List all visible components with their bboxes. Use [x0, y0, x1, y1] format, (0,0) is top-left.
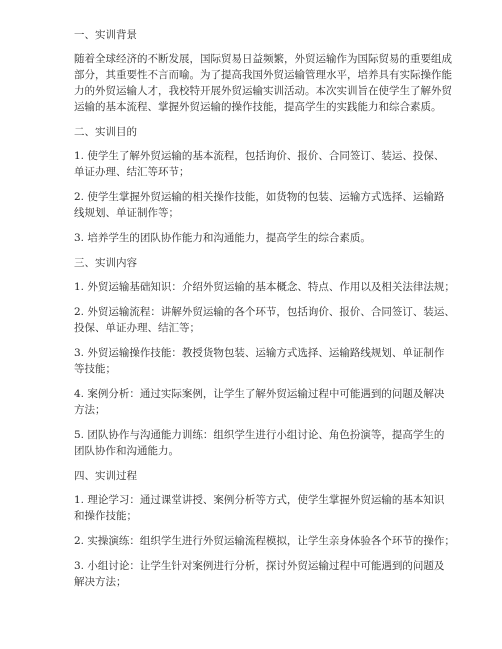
paragraph	[74, 189, 445, 221]
paragraph	[74, 386, 445, 418]
paragraph	[74, 304, 455, 336]
paragraph	[74, 427, 445, 459]
paragraph-line: 随着全球经济的不断发展，国际贸易日益频繁，外贸运输作为国际贸易的重要组成	[74, 53, 452, 65]
paragraph-line: 力的外贸运输人才，我校特开展外贸运输实训活动。本次实训旨在使学生了解外贸	[74, 85, 452, 97]
paragraph-line: 2. 使学生掌握外贸运输的相关操作技能，如货物的包装、运输方式选择、运输路	[74, 191, 445, 203]
paragraph-line: 方法；	[74, 404, 106, 416]
paragraph-line: 部分，其重要性不言而喻。为了提高我国外贸运输管理水平，培养具有实际操作能	[74, 69, 452, 81]
paragraph-line: 线规划、单证制作等；	[74, 207, 179, 219]
paragraph	[74, 345, 445, 377]
paragraph-line: 4. 案例分析：通过实际案例，让学生了解外贸运输过程中可能遇到的问题及解决	[74, 388, 445, 400]
paragraph-line: 5. 团队协作与沟通能力训练：组织学生进行小组讨论、角色扮演等，提高学生的	[74, 429, 445, 441]
section-heading: 一、实训背景	[74, 29, 137, 41]
paragraph-line: 和操作技能；	[74, 510, 137, 522]
paragraph	[74, 492, 445, 524]
paragraph-line: 1. 理论学习：通过课堂讲授、案例分析等方式，使学生掌握外贸运输的基本知识	[74, 494, 445, 506]
section-heading: 四、实训过程	[74, 470, 137, 482]
paragraph	[74, 558, 445, 590]
paragraph-line: 运输的基本流程、掌握外贸运输的操作技能，提高学生的实践能力和综合素质。	[74, 101, 442, 113]
paragraph-line: 2. 外贸运输流程：讲解外贸运输的各个环节，包括询价、报价、合同签订、装运、	[74, 306, 455, 318]
paragraph	[74, 230, 442, 246]
paragraph-line: 等技能；	[74, 363, 116, 375]
paragraph	[74, 51, 452, 115]
paragraph-line: 2. 实操演练：组织学生进行外贸运输流程模拟，让学生亲身体验各个环节的操作；	[74, 535, 455, 547]
paragraph-line: 单证办理、结汇等环节；	[74, 166, 190, 178]
paragraph-line: 投保、单证办理、结汇等；	[74, 322, 200, 334]
paragraph	[74, 533, 455, 549]
paragraph-line: 1. 使学生了解外贸运输的基本流程，包括询价、报价、合同签订、装运、投保、	[74, 150, 445, 162]
paragraph-line: 团队协作和沟通能力。	[74, 445, 179, 457]
paragraph-line: 解决方法；	[74, 576, 127, 588]
paragraph-line: 3. 外贸运输操作技能：教授货物包装、运输方式选择、运输路线规划、单证制作	[74, 347, 445, 359]
paragraph-line: 3. 培养学生的团队协作能力和沟通能力，提高学生的综合素质。	[74, 232, 371, 244]
section-heading: 二、实训目的	[74, 126, 137, 138]
paragraph-line: 1. 外贸运输基础知识：介绍外贸运输的基本概念、特点、作用以及相关法律法规；	[74, 281, 455, 293]
section-heading: 三、实训内容	[74, 257, 137, 269]
paragraph	[74, 148, 445, 180]
paragraph	[74, 279, 455, 295]
paragraph-line: 3. 小组讨论：让学生针对案例进行分析，探讨外贸运输过程中可能遇到的问题及	[74, 560, 445, 572]
